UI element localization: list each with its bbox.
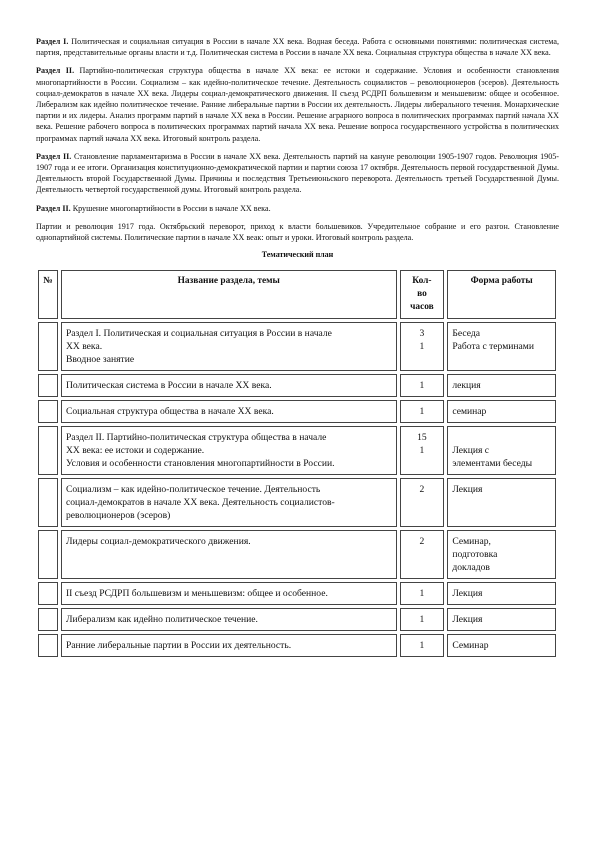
row-hours-value: 15 bbox=[417, 432, 427, 444]
row-topic-cell bbox=[61, 478, 397, 527]
row-number-cell bbox=[38, 530, 58, 579]
row-work-form-line: докладов bbox=[452, 562, 490, 574]
thematic-plan-table bbox=[35, 267, 559, 660]
row-topic-line: Лидеры социал-демократического движения. bbox=[65, 536, 251, 548]
row-work-form-line: Беседа bbox=[452, 328, 480, 340]
header-hours bbox=[400, 270, 445, 319]
row-number-cell bbox=[38, 374, 58, 397]
row-topic-cell bbox=[61, 400, 397, 423]
row-hours-value: 1 bbox=[419, 445, 425, 457]
row-topic-cell bbox=[61, 322, 397, 371]
row-hours-cell bbox=[400, 478, 445, 527]
row-hours-value: 1 bbox=[419, 588, 425, 600]
section-3-text: Становление парламентаризма в России в начале XX века. Деятельность партий на кануне революции 1905-1907 годов. Революция 1905-1907 года и ее итоги. Организация конституционно-демократической партии и партии союза 17 октября. Деятельность первой государственной Думы. Деятельность второй Государственной Думы. Причины и последствия Третьеиюньского переворота. Деятельность третьей Государственной Думы. Деятельность четвертой государственной думы. Итоговый контроль раздела. bbox=[36, 151, 559, 195]
document-page bbox=[36, 36, 559, 660]
row-topic-line: Социальная структура общества в начале XX века. bbox=[65, 406, 274, 418]
header-work-form: Форма работы bbox=[447, 270, 556, 319]
row-work-form-line: Семинар bbox=[452, 640, 489, 652]
row-topic-line: Политическая система в России в начале XX века. bbox=[65, 380, 272, 392]
row-work-form-line: Работа с терминами bbox=[452, 341, 535, 353]
row-number-cell bbox=[38, 478, 58, 527]
row-hours-value: 1 bbox=[419, 406, 425, 418]
table-row bbox=[38, 478, 556, 527]
row-hours-cell bbox=[400, 400, 445, 423]
table-row bbox=[38, 400, 556, 423]
section-3-paragraph bbox=[36, 151, 559, 196]
row-topic-line: XX века. bbox=[65, 341, 103, 353]
row-work-form-line: Семинар, bbox=[452, 536, 491, 548]
header-number: № bbox=[38, 270, 58, 319]
row-hours-cell bbox=[400, 374, 445, 397]
row-work-form-cell bbox=[447, 322, 556, 371]
section-1-label: Раздел I. bbox=[36, 37, 69, 46]
table-row bbox=[38, 608, 556, 631]
table-row bbox=[38, 322, 556, 371]
section-4-label: Раздел II. bbox=[36, 203, 71, 213]
row-hours-cell bbox=[400, 426, 445, 475]
row-number-cell bbox=[38, 608, 58, 631]
row-hours-value: 1 bbox=[419, 640, 425, 652]
row-number-cell bbox=[38, 634, 58, 657]
row-topic-line: социал-демократов в начале XX века. Деятельность социалистов- bbox=[65, 497, 335, 509]
row-topic-cell bbox=[61, 634, 397, 657]
section-5-paragraph bbox=[36, 221, 559, 243]
header-hours-line: часов bbox=[410, 302, 434, 313]
table-row bbox=[38, 530, 556, 579]
section-5-text: Партии и революция 1917 года. Октябрьский переворот, приход к власти большевиков. Учредительное собрание и его разгон. Становление однопартийной системы. Политические партии в начале XX веак: опыт и уроки. Итоговый контроль раздела. bbox=[36, 221, 559, 243]
row-topic-cell bbox=[61, 530, 397, 579]
row-topic-line: Либерализм как идейно политическое течение. bbox=[65, 614, 258, 626]
row-work-form-line: семинар bbox=[452, 406, 487, 418]
section-2-paragraph bbox=[36, 65, 559, 143]
row-hours-value: 2 bbox=[419, 536, 425, 548]
row-topic-line: Раздел I. Политическая и социальная ситуация в России в начале bbox=[65, 328, 332, 340]
row-work-form-cell bbox=[447, 634, 556, 657]
row-work-form-cell bbox=[447, 478, 556, 527]
row-hours-cell bbox=[400, 608, 445, 631]
table-row bbox=[38, 426, 556, 475]
row-work-form-line: элементами беседы bbox=[452, 458, 533, 470]
section-3-label: Раздел II. bbox=[36, 151, 72, 161]
row-work-form-cell bbox=[447, 582, 556, 605]
table-row bbox=[38, 582, 556, 605]
table-body bbox=[38, 322, 556, 657]
row-work-form-line: Лекция bbox=[452, 614, 483, 626]
row-hours-value: 3 bbox=[419, 328, 425, 340]
row-work-form-line: лекция bbox=[452, 380, 481, 392]
section-2-text: Партийно-политическая структура общества в начале XX века: ее истоки и содержание. Условия и особенности становления многопартийности в России. Социализм – как идейно-политическое течение. Деятельность социалистов – революционеров (эсеров). Деятельность социал-демократов в начале XX века. Лидеры социал-демократического движения. II съезд РСДРП большевизм и меньшевизм: общее и особенное. Либерализм как идейно политическое течение. Ранние либеральные партии в России их деятельность. Лидеры либерального течения. Монархические партии и их лидеры. Анализ программ партий в начале XX века в России. Решение аграрного вопроса в политических программах партий начала XX века. Решение рабочего вопроса в политических программах партий начала XX века. Решение вопроса государственного устройства в политических программах партий начала XX века. Итоговый контроль раздела. bbox=[36, 66, 559, 143]
row-hours-cell bbox=[400, 530, 445, 579]
row-work-form-cell bbox=[447, 374, 556, 397]
row-hours-value: 1 bbox=[419, 341, 425, 353]
row-hours-cell bbox=[400, 582, 445, 605]
row-topic-line: XX века: ее истоки и содержание. bbox=[65, 445, 205, 457]
row-topic-line: Социализм – как идейно-политическое течение. Деятельность bbox=[65, 484, 321, 496]
row-work-form-line: Лекция bbox=[452, 484, 483, 496]
row-topic-cell bbox=[61, 426, 397, 475]
row-topic-line: Раздел II. Партийно-политическая структура общества в начале bbox=[65, 432, 327, 444]
row-topic-cell bbox=[61, 582, 397, 605]
row-number-cell bbox=[38, 426, 58, 475]
row-hours-value: 2 bbox=[419, 484, 425, 496]
table-row bbox=[38, 374, 556, 397]
header-hours-line: во bbox=[417, 289, 427, 300]
row-topic-cell bbox=[61, 374, 397, 397]
row-hours-value: 1 bbox=[419, 614, 425, 626]
row-work-form-line: Лекция bbox=[452, 588, 483, 600]
row-hours-cell bbox=[400, 634, 445, 657]
row-work-form-cell bbox=[447, 400, 556, 423]
row-work-form-line bbox=[452, 431, 551, 444]
row-work-form-line: Лекция с bbox=[452, 445, 490, 457]
row-number-cell bbox=[38, 400, 58, 423]
header-section-name: Название раздела, темы bbox=[61, 270, 397, 319]
row-work-form-cell bbox=[447, 426, 556, 475]
row-topic-line: Вводное занятие bbox=[65, 354, 135, 366]
row-topic-line: Ранние либеральные партии в России их деятельность. bbox=[65, 640, 292, 652]
row-topic-cell bbox=[61, 608, 397, 631]
plan-caption: Тематический план bbox=[261, 250, 334, 260]
row-topic-line: II съезд РСДРП большевизм и меньшевизм: общее и особенное. bbox=[65, 588, 328, 600]
section-4-text: Крушение многопартийности в России в начале XX века. bbox=[72, 203, 271, 213]
section-4-paragraph bbox=[36, 203, 559, 214]
row-work-form-line: подготовка bbox=[452, 549, 498, 561]
row-topic-line: революционеров (эсеров) bbox=[65, 510, 171, 522]
row-topic-line: Условия и особенности становления многопартийности в России. bbox=[65, 458, 335, 470]
row-hours-cell bbox=[400, 322, 445, 371]
table-header-row bbox=[38, 270, 556, 319]
table-row bbox=[38, 634, 556, 657]
row-work-form-cell bbox=[447, 530, 556, 579]
section-1-paragraph bbox=[36, 36, 559, 58]
header-hours-line: Кол- bbox=[412, 276, 432, 287]
row-hours-value: 1 bbox=[419, 380, 425, 392]
row-number-cell bbox=[38, 582, 58, 605]
section-2-label: Раздел II. bbox=[36, 66, 75, 76]
row-number-cell bbox=[38, 322, 58, 371]
section-1-text: Политическая и социальная ситуация в России в начале XX века. Водная беседа. Работа с основными понятиями: политическая система, партия, представительные органы власти и т.д. Политическая система в России в начале XX века. Социальная структура общества в начале XX века. bbox=[36, 37, 559, 58]
row-work-form-cell bbox=[447, 608, 556, 631]
